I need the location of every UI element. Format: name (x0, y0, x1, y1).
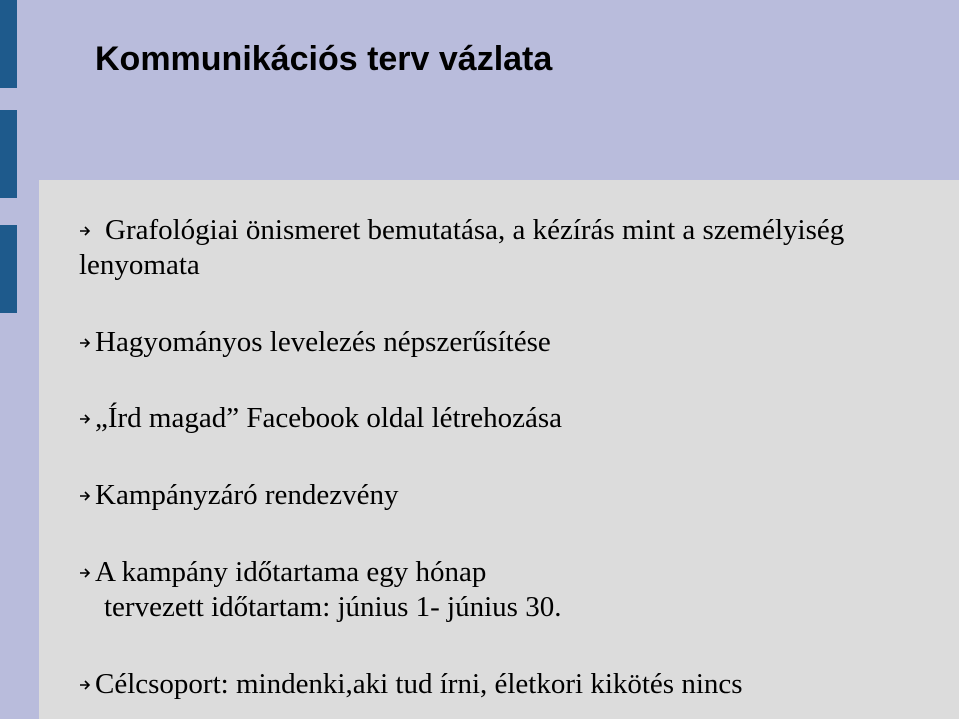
arrow-right-icon (79, 213, 95, 248)
bullet-item-levelezes (79, 325, 939, 360)
bullet-text: Célcsoport: mindenki,aki tud írni, életkori kikötés nincs (95, 668, 743, 700)
arrow-right-icon (79, 667, 95, 702)
arrow-right-icon (79, 478, 95, 513)
accent-bar-bottom (0, 225, 17, 313)
bullet-subtext: tervezett időtartam: június 1- június 30. (104, 591, 562, 623)
arrow-right-icon (79, 555, 95, 590)
bullet-text: Grafológiai önismeret bemutatása, a kézírás mint a személyiség lenyomata (79, 214, 845, 281)
slide-title: Kommunikációs terv vázlata (95, 40, 553, 78)
arrow-right-icon (79, 325, 95, 360)
bullet-text: A kampány időtartama egy hónap (95, 556, 487, 588)
accent-bar-top (0, 0, 17, 88)
bullet-text: Kampányzáró rendezvény (95, 479, 399, 511)
bullet-item-facebook (79, 401, 939, 436)
bullet-item-grafologia (79, 213, 939, 283)
bullet-text: Hagyományos levelezés népszerűsítése (95, 326, 551, 358)
content-panel (39, 180, 959, 719)
bullet-item-rendezveny (79, 478, 939, 513)
bullet-item-idotartam (79, 555, 939, 625)
bullet-item-celcsoport (79, 667, 939, 702)
accent-bar-middle (0, 110, 17, 198)
bullet-text: „Írd magad” Facebook oldal létrehozása (95, 402, 563, 434)
arrow-right-icon (79, 401, 95, 436)
